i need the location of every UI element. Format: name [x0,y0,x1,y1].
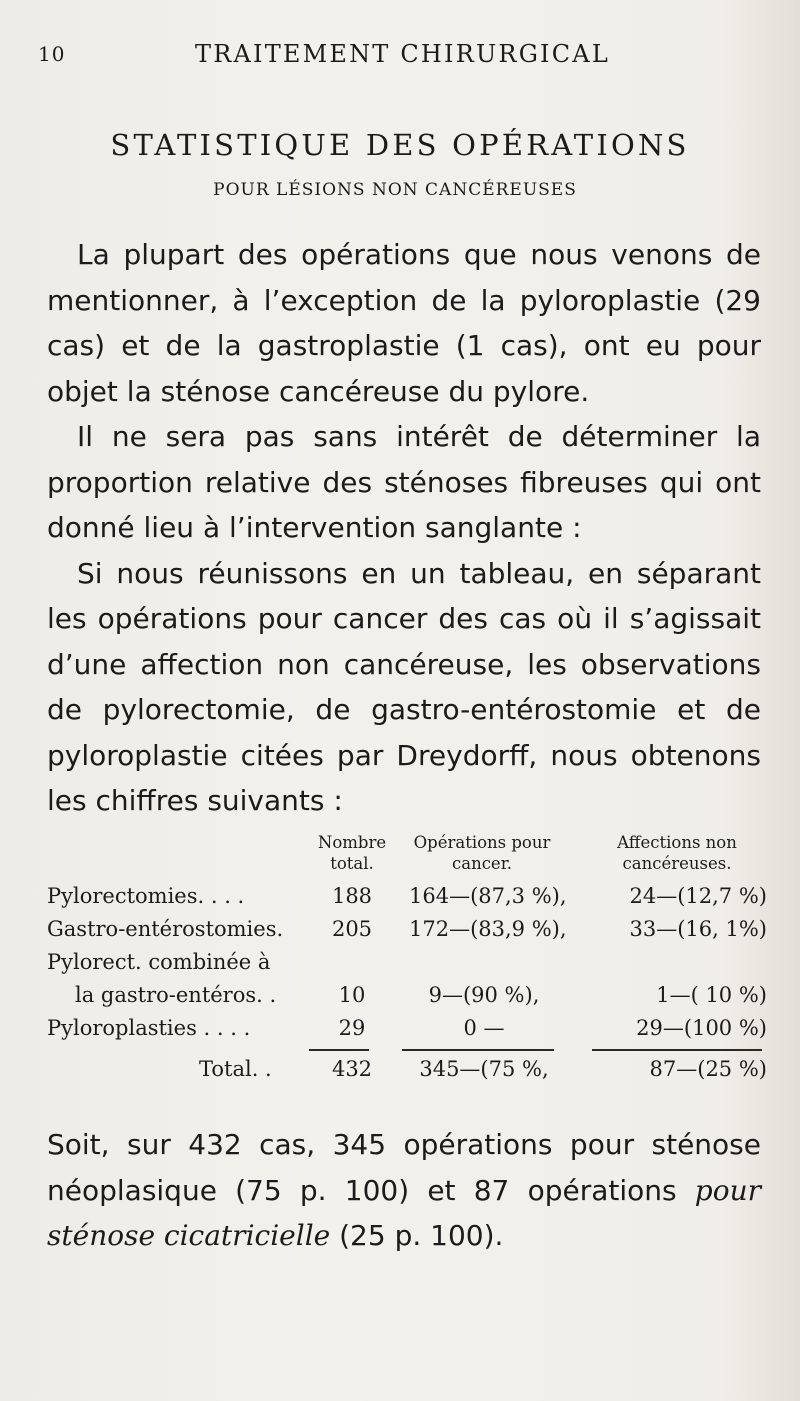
table-row [47,946,767,979]
row-non-cancer: 33—(16, 1%) [629,917,767,941]
header-cancer: Opérations pour cancer. [413,833,551,873]
header-non-cancer: Affections non cancéreuses. [617,833,737,873]
total-rules [47,1045,767,1053]
row-label: Pyloroplasties . . . . [47,1016,251,1040]
header-total: Nombre total. [317,833,387,873]
conclusion-italic: pour sténose cicatricielle [47,1173,761,1252]
row-non-cancer: 24—(12,7 %) [629,884,767,908]
statistics-table [47,832,767,1086]
table-row [47,1012,767,1045]
conclusion-paragraph [47,1122,761,1259]
table-row [47,979,767,1012]
row-label: la gastro-entéros. . [75,983,277,1007]
rule-non-cancer-divider [592,1049,762,1051]
total-label: Total. . [199,1057,272,1081]
running-head: TRAITEMENT CHIRURGICAL [195,40,610,68]
total-cancer: 345—(75 %, [419,1057,549,1081]
row-total: 205 [331,917,373,941]
table-row [47,913,767,946]
row-non-cancer: 29—(100 %) [636,1016,767,1040]
body-paragraphs [47,232,761,824]
row-cancer: 164—(87,3 %), [409,884,567,908]
rule-cancer-divider [402,1049,554,1051]
row-total: 29 [338,1016,366,1040]
row-total: 10 [338,983,366,1007]
table-header [47,832,767,880]
table-row [47,880,767,913]
total-non-cancer: 87—(25 %) [649,1057,767,1081]
total-count: 432 [331,1057,373,1081]
section-title: STATISTIQUE DES OPÉRATIONS [110,128,690,162]
row-total: 188 [331,884,373,908]
section-subtitle: POUR LÉSIONS NON CANCÉREUSES [213,180,577,200]
row-cancer: 172—(83,9 %), [409,917,567,941]
row-cancer: 0 — [463,1016,505,1040]
table-total-row [47,1053,767,1086]
conclusion-lead: Soit, sur 432 cas, 345 opérations pour sténose néoplasique (75 p. 100) et 87 opérations [47,1128,761,1207]
paragraph-3: Si nous réunissons en un tableau, en séparant les opérations pour cancer des cas où il s’agissait d’une affection non cancéreuse, les observations de pylorectomie, de gastro-entérostomie et de pyloroplastie citées par Dreydorff, nous obtenons les chiffres suivants : [47,556,761,817]
paragraph-1: La plupart des opérations que nous venons de mentionner, à l’exception de la pyloroplastie (29 cas) et de la gastroplastie (1 cas), ont eu pour objet la sténose cancéreuse du pylore. [47,238,761,408]
row-label: Pylorect. combinée à [47,950,271,974]
row-label: Gastro-entérostomies. [47,917,284,941]
row-cancer: 9—(90 %), [428,983,540,1007]
conclusion-tail: (25 p. 100). [330,1219,504,1252]
row-non-cancer: 1—( 10 %) [656,983,767,1007]
conclusion-text [47,1122,761,1259]
rule-total-divider [309,1049,369,1051]
row-label: Pylorectomies. . . . [47,884,245,908]
paragraph-2: Il ne sera pas sans intérêt de déterminer la proportion relative des sténoses fibreuses qui ont donné lieu à l’intervention sanglante : [47,420,761,544]
page-number: 10 [38,42,66,66]
